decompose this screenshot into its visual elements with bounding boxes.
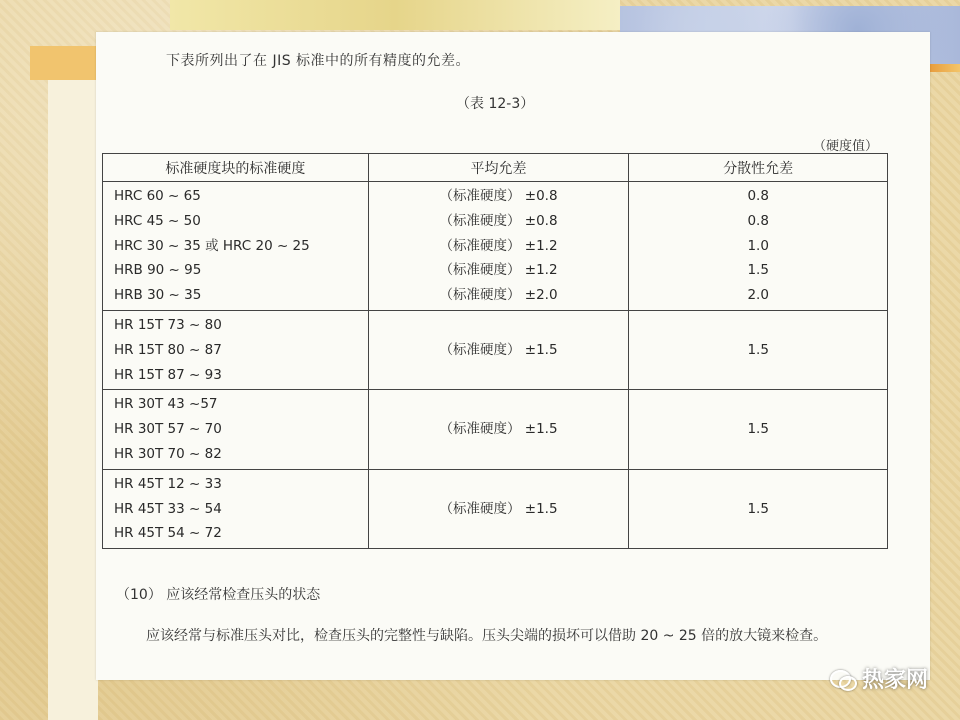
- hardness-range: HR 45T 12 ~ 33: [114, 475, 222, 492]
- dispersion-tolerance-cell: [629, 469, 888, 548]
- decorative-orange-accent: [928, 64, 960, 72]
- dispersion-tolerance: 1.5: [747, 341, 769, 358]
- average-tolerance-cell: [368, 390, 629, 469]
- hardness-range: HRC 45 ~ 50: [114, 212, 201, 229]
- scanned-page: [96, 32, 930, 680]
- dispersion-tolerance: 1.0: [747, 237, 769, 254]
- hardness-range: HR 15T 87 ~ 93: [114, 366, 222, 383]
- dispersion-tolerance-cell: [629, 310, 888, 389]
- average-tolerance-cell: [368, 182, 629, 311]
- average-tolerance: （标准硬度） ±1.5: [439, 341, 558, 358]
- hardness-range: HR 30T 57 ~ 70: [114, 421, 222, 438]
- average-tolerance: （标准硬度） ±1.5: [439, 500, 558, 517]
- hardness-range-cell: [103, 390, 369, 469]
- table-unit: （硬度值）: [812, 139, 878, 154]
- intro-text: 下表所列出了在 JIS 标准中的所有精度的允差。: [166, 53, 471, 69]
- average-tolerance: （标准硬度） ±0.8: [439, 188, 558, 204]
- hardness-range-cell: [103, 182, 369, 311]
- dispersion-tolerance: 1.5: [747, 500, 769, 517]
- average-tolerance: （标准硬度） ±1.2: [439, 262, 558, 279]
- average-tolerance: （标准硬度） ±1.2: [439, 237, 558, 254]
- hardness-range: HR 30T 43 ~57: [114, 396, 218, 413]
- header-average-tolerance: 平均允差: [368, 154, 629, 182]
- hardness-range: HRC 30 ~ 35 或 HRC 20 ~ 25: [114, 237, 310, 254]
- table-header-row: [103, 154, 888, 182]
- table-row-group-hrc-hrb: [103, 182, 888, 311]
- average-tolerance-cell: [368, 469, 629, 548]
- dispersion-tolerance: 2.0: [747, 287, 769, 304]
- table-caption: （表 12-3）: [456, 96, 535, 112]
- hardness-range-cell: [103, 310, 369, 389]
- decorative-top-strip: [170, 0, 620, 30]
- table-row-group-hr30t: [103, 390, 888, 469]
- dispersion-tolerance: 1.5: [747, 421, 769, 438]
- average-tolerance: （标准硬度） ±1.5: [439, 421, 558, 438]
- watermark: [830, 663, 928, 694]
- hardness-range: HR 30T 70 ~ 82: [114, 445, 222, 462]
- header-dispersion-tolerance: 分散性允差: [629, 154, 888, 182]
- decorative-left-bar: [30, 46, 100, 80]
- header-standard-hardness: 标准硬度块的标准硬度: [103, 154, 369, 182]
- watermark-text: 热家网: [861, 668, 928, 693]
- hardness-range: HR 15T 73 ~ 80: [114, 316, 222, 333]
- dispersion-tolerance-cell: [629, 390, 888, 469]
- hardness-range: HR 45T 33 ~ 54: [114, 500, 222, 517]
- hardness-range-cell: [103, 469, 369, 548]
- hardness-range: HRB 30 ~ 35: [114, 287, 202, 304]
- hardness-range: HR 45T 54 ~ 72: [114, 525, 222, 542]
- body-paragraph: 应该经常与标准压头对比，检查压头的完整性与缺陷。压头尖端的损坏可以借助 20 ~ 25 倍的放大镜来检查。: [146, 628, 828, 644]
- decorative-left-panel: [48, 80, 98, 720]
- tolerance-table: [102, 153, 888, 549]
- hardness-range: HR 15T 80 ~ 87: [114, 341, 222, 358]
- wechat-icon: [830, 668, 856, 690]
- average-tolerance-cell: [368, 310, 629, 389]
- dispersion-tolerance: 1.5: [747, 262, 769, 279]
- section-heading: （10） 应该经常检查压头的状态: [116, 587, 321, 603]
- dispersion-tolerance-cell: [629, 182, 888, 311]
- hardness-range: HRB 90 ~ 95: [114, 262, 202, 279]
- dispersion-tolerance: 0.8: [747, 188, 769, 204]
- dispersion-tolerance: 0.8: [747, 212, 769, 229]
- table-row-group-hr45t: [103, 469, 888, 548]
- average-tolerance: （标准硬度） ±2.0: [439, 287, 558, 304]
- hardness-range: HRC 60 ~ 65: [114, 188, 201, 204]
- table-row-group-hr15t: [103, 310, 888, 389]
- average-tolerance: （标准硬度） ±0.8: [439, 212, 558, 229]
